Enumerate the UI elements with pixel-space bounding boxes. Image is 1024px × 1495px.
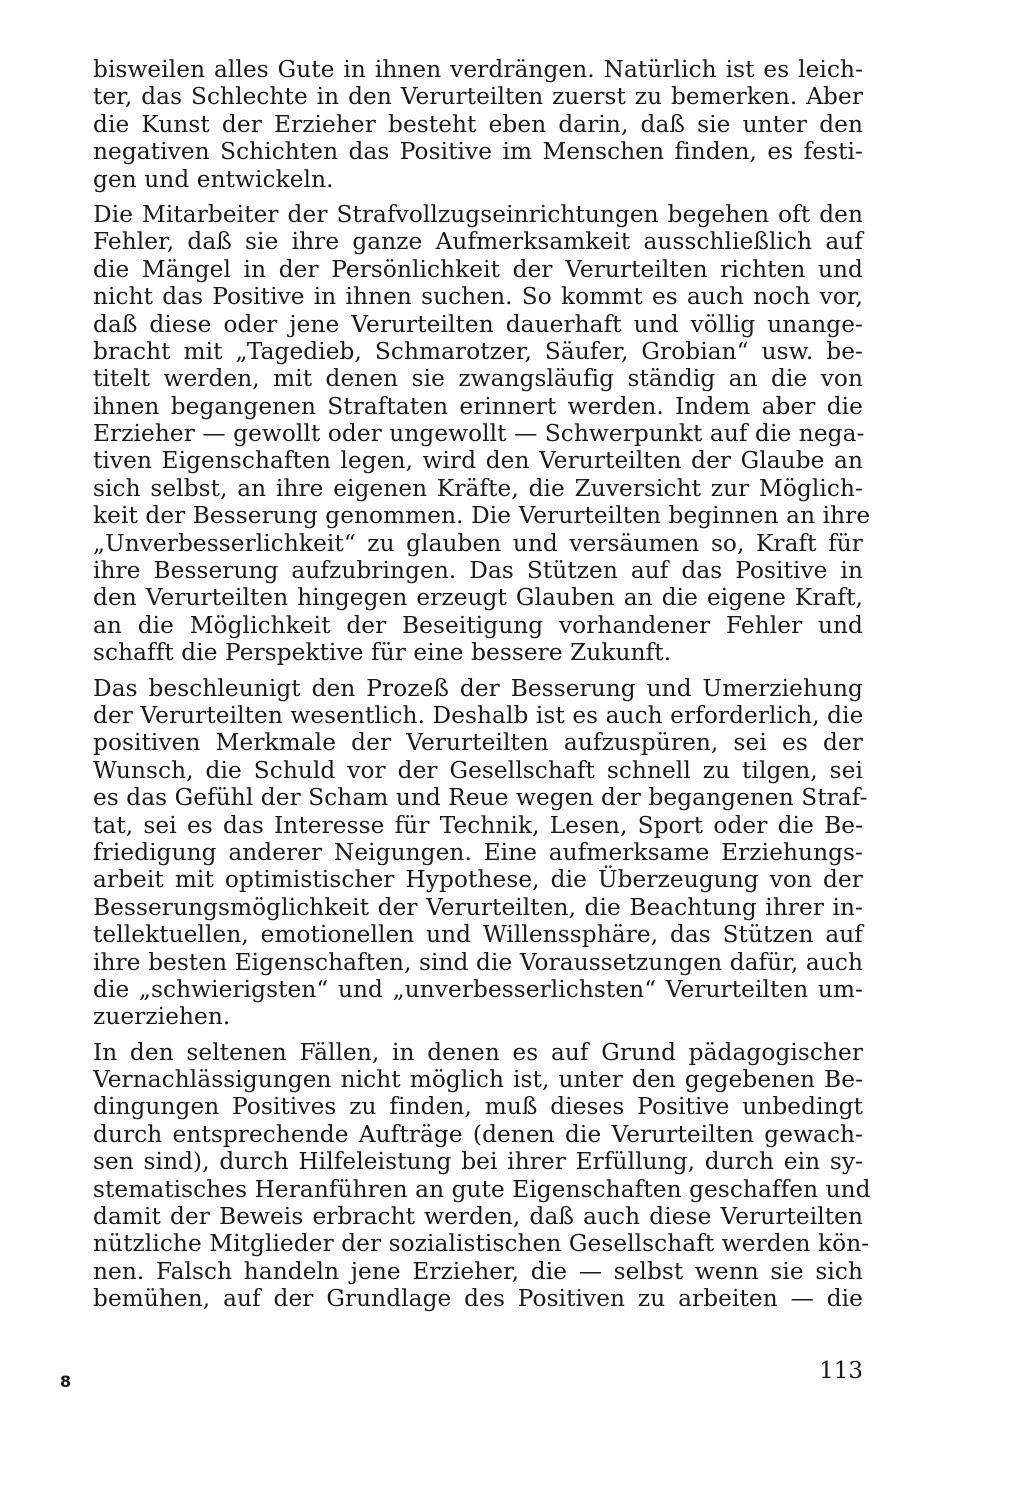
- paragraph: [93, 200, 871, 667]
- body-text: [93, 56, 871, 1321]
- text-line: arbeit mit optimistischer Hypothese, die Überzeugung von der: [93, 866, 863, 894]
- text-line: an die Möglichkeit der Beseitigung vorhandener Fehler und: [93, 611, 863, 639]
- text-line: schafft die Perspektive für eine bessere Zukunft.: [93, 639, 672, 667]
- text-line: tellektuellen, emotionellen und Willenssphäre, das Stützen auf: [93, 921, 863, 949]
- text-line: zuerziehen.: [93, 1003, 231, 1031]
- text-line: den Verurteilten hingegen erzeugt Glauben an die eigene Kraft,: [93, 584, 863, 612]
- text-line: tat, sei es das Interesse für Technik, Lesen, Sport oder die Be-: [93, 811, 863, 839]
- text-line: titelt werden, mit denen sie zwangsläufig ständig an die von: [93, 365, 863, 393]
- text-line: sen sind), durch Hilfeleistung bei ihrer Erfüllung, durch ein sy-: [93, 1148, 863, 1176]
- text-line: Das beschleunigt den Prozeß der Besserung und Umerziehung: [93, 674, 863, 702]
- text-line: die Kunst der Erzieher besteht eben darin, daß sie unter den: [93, 110, 863, 138]
- paragraph: [93, 674, 868, 1031]
- text-line: nicht das Positive in ihnen suchen. So kommt es auch noch vor,: [93, 283, 863, 311]
- text-line: In den seltenen Fällen, in denen es auf Grund pädagogischer: [93, 1038, 863, 1066]
- text-line: bisweilen alles Gute in ihnen verdrängen. Natürlich ist es leich-: [93, 56, 863, 83]
- text-line: positiven Merkmale der Verurteilten aufzuspüren, sei es der: [93, 729, 863, 757]
- printer-signature-mark: 8: [60, 1372, 72, 1391]
- text-line: Erzieher — gewollt oder ungewollt — Schwerpunkt auf die nega-: [93, 420, 865, 448]
- text-line: durch entsprechende Aufträge (denen die Verurteilten gewach-: [93, 1120, 863, 1148]
- text-line: Wunsch, die Schuld vor der Gesellschaft schnell zu tilgen, sei: [93, 756, 863, 784]
- text-line: es das Gefühl der Scham und Reue wegen der begangenen Straf-: [93, 784, 868, 812]
- text-line: friedigung anderer Neigungen. Eine aufmerksame Erziehungs-: [93, 838, 863, 866]
- text-line: negativen Schichten das Positive im Menschen finden, es festi-: [93, 138, 863, 166]
- text-line: ihnen begangenen Straftaten erinnert werden. Indem aber die: [93, 392, 863, 420]
- text-line: die Mängel in der Persönlichkeit der Verurteilten richten und: [93, 255, 863, 283]
- text-line: bracht mit „Tagedieb, Schmarotzer, Säufer, Grobian“ usw. be-: [93, 337, 863, 365]
- text-line: Die Mitarbeiter der Strafvollzugseinrichtungen begehen oft den: [93, 200, 863, 228]
- paragraph: [93, 1038, 871, 1313]
- paragraph: [93, 56, 863, 193]
- text-line: damit der Beweis erbracht werden, daß auch diese Verurteilten: [93, 1203, 863, 1231]
- text-line: sich selbst, an ihre eigenen Kräfte, die Zuversicht zur Möglich-: [93, 474, 863, 502]
- text-line: ihre besten Eigenschaften, sind die Voraussetzungen dafür, auch: [93, 948, 863, 976]
- text-line: dingungen Positives zu finden, muß dieses Positive unbedingt: [93, 1093, 863, 1121]
- text-line: daß diese oder jene Verurteilten dauerhaft und völlig unange-: [93, 310, 863, 338]
- text-line: ihre Besserung aufzubringen. Das Stützen auf das Positive in: [93, 557, 863, 585]
- text-line: nützliche Mitglieder der sozialistischen Gesellschaft werden kön-: [93, 1230, 870, 1258]
- text-line: „Unverbesserlichkeit“ zu glauben und versäumen so, Kraft für: [93, 529, 863, 557]
- text-line: keit der Besserung genommen. Die Verurteilten beginnen an ihre: [93, 502, 871, 530]
- text-line: ter, das Schlechte in den Verurteilten zuerst zu bemerken. Aber: [93, 83, 863, 111]
- text-line: der Verurteilten wesentlich. Deshalb ist es auch erforderlich, die: [93, 701, 864, 729]
- text-line: stematisches Heranführen an gute Eigenschaften geschaffen und: [93, 1175, 871, 1203]
- text-line: Fehler, daß sie ihre ganze Aufmerksamkeit ausschließlich auf: [93, 228, 863, 256]
- text-line: Vernachlässigungen nicht möglich ist, unter den gegebenen Be-: [93, 1066, 863, 1094]
- page-number: 113: [819, 1358, 863, 1384]
- text-line: die „schwierigsten“ und „unverbesserlichsten“ Verurteilten um-: [93, 975, 863, 1003]
- text-line: Besserungsmöglichkeit der Verurteilten, die Beachtung ihrer in-: [93, 893, 863, 921]
- text-line: tiven Eigenschaften legen, wird den Verurteilten der Glaube an: [93, 447, 863, 475]
- text-line: bemühen, auf der Grundlage des Positiven zu arbeiten — die: [93, 1285, 863, 1313]
- text-line: nen. Falsch handeln jene Erzieher, die — selbst wenn sie sich: [93, 1257, 863, 1285]
- text-line: gen und entwickeln.: [93, 165, 334, 193]
